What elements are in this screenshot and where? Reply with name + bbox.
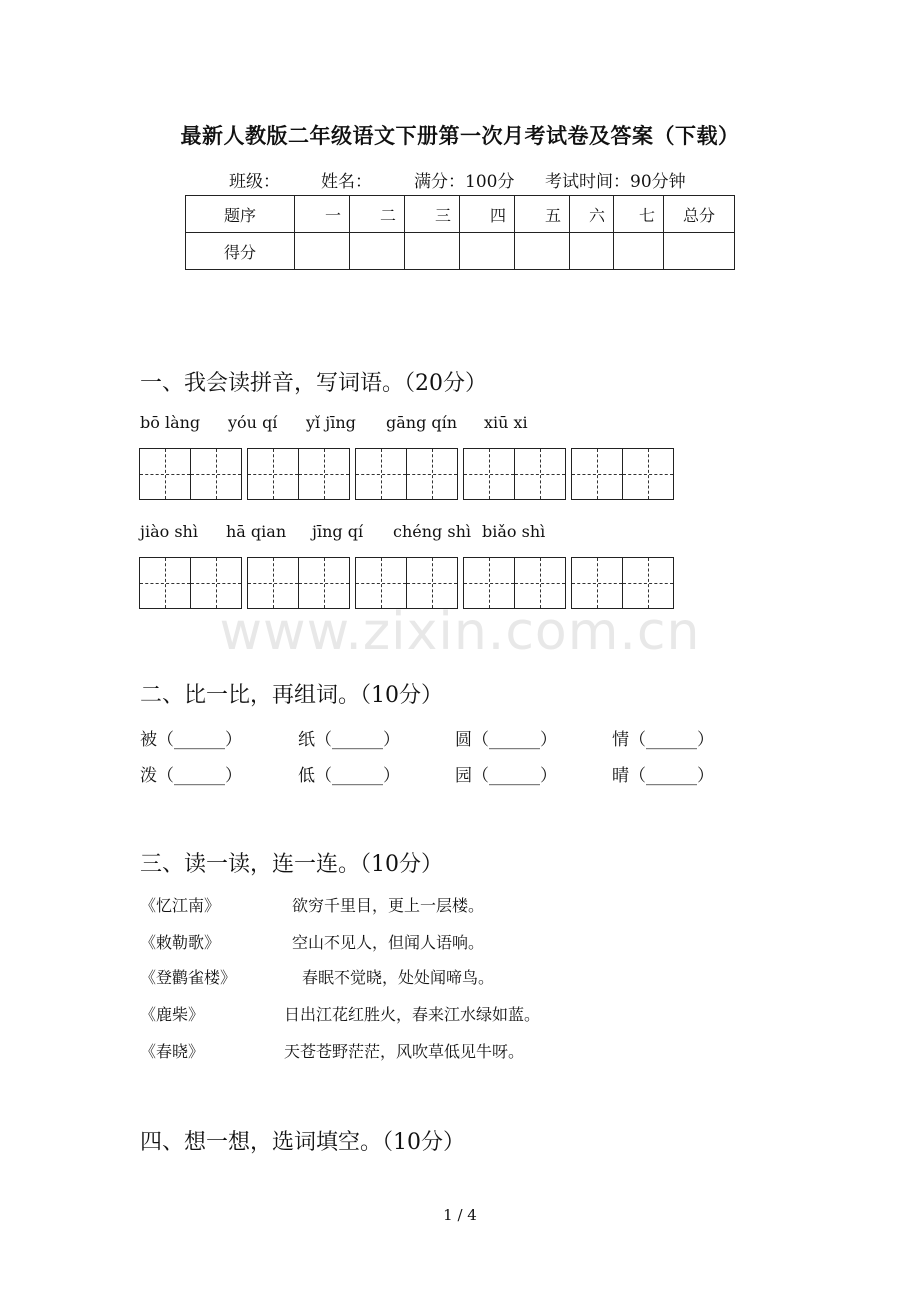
score-cell: 三 (405, 196, 460, 233)
score-blank-cell[interactable] (295, 233, 350, 270)
pinyin-label: jīng qí (312, 522, 364, 541)
writing-grid-row1 (139, 448, 674, 500)
full-score: 满分：100分 (414, 172, 515, 192)
compare-item[interactable]: 园（______） (455, 766, 557, 786)
score-cell: 七 (614, 196, 664, 233)
pinyin-label: gāng qín (386, 413, 458, 432)
poem-title[interactable]: 《敕勒歌》 (140, 933, 221, 952)
pinyin-label: chéng shì (393, 522, 471, 541)
tian-grid-box[interactable] (622, 448, 674, 500)
tian-grid-box[interactable] (406, 448, 458, 500)
word-box-pair[interactable] (463, 448, 566, 500)
tian-grid-box[interactable] (190, 448, 242, 500)
score-blank-cell[interactable] (570, 233, 614, 270)
score-blank-cell[interactable] (515, 233, 570, 270)
score-cell: 二 (350, 196, 405, 233)
poem-line[interactable]: 日出江花红胜火，春来江水绿如蓝。 (284, 1005, 541, 1024)
pinyin-label: biǎo shì (482, 522, 546, 541)
score-cell: 一 (295, 196, 350, 233)
poem-line[interactable]: 天苍苍野茫茫，风吹草低见牛呀。 (284, 1042, 525, 1061)
word-box-pair[interactable] (571, 448, 674, 500)
exam-time: 考试时间：90分钟 (545, 172, 686, 192)
section1-heading: 一、我会读拼音，写词语。（20分） (140, 371, 487, 396)
page-title: 最新人教版二年级语文下册第一次月考试卷及答案（下载） (180, 123, 740, 148)
section3-heading: 三、读一读，连一连。（10分） (140, 852, 443, 877)
tian-grid-box[interactable] (139, 448, 191, 500)
score-cell: 题序 (186, 196, 295, 233)
score-cell: 总分 (664, 196, 735, 233)
pinyin-label: yóu qí (228, 413, 278, 432)
score-cell: 五 (515, 196, 570, 233)
tian-grid-box[interactable] (571, 448, 623, 500)
section4-heading: 四、想一想，选词填空。（10分） (140, 1130, 465, 1155)
tian-grid-box[interactable] (247, 448, 299, 500)
score-blank-cell[interactable] (664, 233, 735, 270)
compare-item[interactable]: 情（______） (612, 730, 714, 750)
pinyin-label: bō làng (140, 413, 201, 432)
compare-item[interactable]: 晴（______） (612, 766, 714, 786)
compare-item[interactable]: 泼（______） (140, 766, 242, 786)
poem-line[interactable]: 欲穷千里目，更上一层楼。 (292, 896, 485, 915)
pinyin-label: yǐ jīng (306, 413, 356, 432)
poem-line[interactable]: 空山不见人，但闻人语响。 (292, 933, 485, 952)
compare-item[interactable]: 纸（______） (298, 730, 400, 750)
name-label: 姓名： (321, 172, 372, 192)
tian-grid-box[interactable] (514, 448, 566, 500)
poem-line[interactable]: 春眠不觉晓，处处闻啼鸟。 (302, 968, 495, 987)
compare-item[interactable]: 低（______） (298, 766, 400, 786)
watermark: www.zixin.com.cn (219, 602, 701, 662)
score-blank-cell[interactable] (460, 233, 515, 270)
poem-title[interactable]: 《鹿柴》 (140, 1005, 205, 1024)
score-cell: 四 (460, 196, 515, 233)
pinyin-label: jiào shì (140, 522, 198, 541)
score-blank-cell[interactable] (405, 233, 460, 270)
pinyin-label: hā qian (226, 522, 287, 541)
compare-item[interactable]: 圆（______） (455, 730, 557, 750)
poem-title[interactable]: 《登鹳雀楼》 (140, 968, 237, 987)
class-label: 班级： (229, 172, 280, 192)
poem-title[interactable]: 《忆江南》 (140, 896, 221, 915)
word-box-pair[interactable] (139, 448, 242, 500)
compare-item[interactable]: 被（______） (140, 730, 242, 750)
tian-grid-box[interactable] (298, 448, 350, 500)
poem-title[interactable]: 《春晓》 (140, 1042, 205, 1061)
section2-heading: 二、比一比，再组词。（10分） (140, 683, 443, 708)
tian-grid-box[interactable] (463, 448, 515, 500)
score-row-label: 得分 (186, 233, 295, 270)
page-number: 1 / 4 (443, 1206, 477, 1224)
score-blank-cell[interactable] (614, 233, 664, 270)
score-table-header-row (186, 196, 735, 233)
tian-grid-box[interactable] (355, 448, 407, 500)
word-box-pair[interactable] (247, 448, 350, 500)
pinyin-label: xiū xi (484, 413, 528, 432)
score-cell: 六 (570, 196, 614, 233)
word-box-pair[interactable] (355, 448, 458, 500)
score-table (185, 195, 735, 270)
score-blank-cell[interactable] (350, 233, 405, 270)
score-table-score-row (186, 233, 735, 270)
